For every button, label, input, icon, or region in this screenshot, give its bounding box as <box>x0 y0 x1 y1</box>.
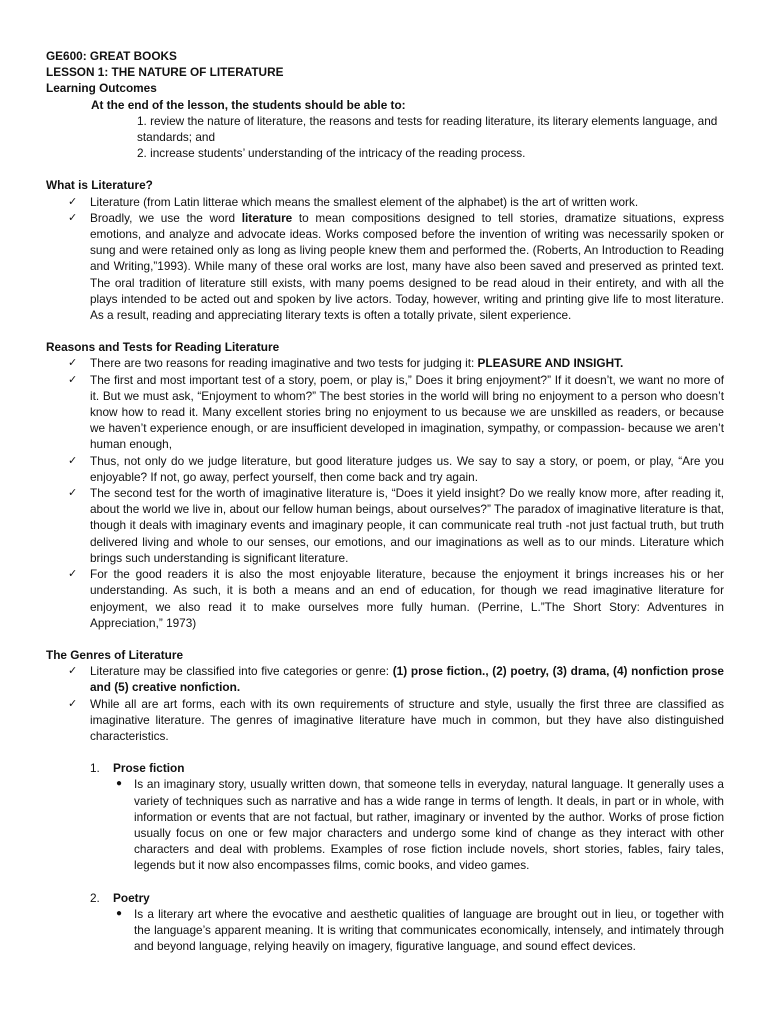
genres-list <box>46 663 724 744</box>
genre-heading-poetry: 2. Poetry <box>90 890 150 905</box>
outcomes-heading: Learning Outcomes <box>46 81 157 96</box>
genre-description: ● Is a literary art where the evocative and aesthetic qualities of language are brought out in lieu, or together with the language’s apparent meaning. It is writing that communicates economically, intensely, and intimately through and beyond language, relying heavily on imagery, figurative language, and sound effect devices. <box>116 906 724 954</box>
list-item: ✓ There are two reasons for reading imaginative and two tests for judging it: PLEASURE AND INSIGHT. <box>68 356 624 371</box>
course-title: GE600: GREAT BOOKS <box>46 49 177 63</box>
lesson-title: LESSON 1: THE NATURE OF LITERATURE <box>46 65 284 80</box>
list-item: ✓ The first and most important test of a story, poem, or play is,” Does it bring enjoyment?” If it doesn’t, we want no more of it. But we must ask, “Enjoyment to whom?” The best stories in the world will bring no enjoyment to a person who doesn’t know how to read it. Many excellent stories bring no enjoyment to us because we are unskilled as readers, or because we haven’t experience enough, or are insufficient developed in imagination, sympathy, or compassion- because we aren’t human enough, <box>68 372 724 452</box>
list-item: ✓ Literature (from Latin litterae which means the smallest element of the alphabet) is the art of written work. <box>68 194 639 209</box>
bullet-dot-icon: ● <box>116 907 123 919</box>
genre-heading-prose: 1. Prose fiction <box>90 761 185 776</box>
check-mark-icon: ✓ <box>68 372 78 386</box>
section-heading-what-is: What is Literature? <box>46 178 153 193</box>
check-mark-icon: ✓ <box>68 486 78 500</box>
outcome-item: 2. increase students’ understanding of the intricacy of the reading process. <box>137 146 526 161</box>
check-mark-icon: ✓ <box>68 210 78 224</box>
check-mark-icon: ✓ <box>68 664 78 678</box>
outcome-item: 1. review the nature of literature, the reasons and tests for reading literature, its literary elements language, and standards; and <box>137 113 718 145</box>
bullet-dot-icon: ● <box>116 778 123 790</box>
list-item: ✓ Literature may be classified into five categories or genre: (1) prose fiction., (2) poetry, (3) drama, (4) nonfiction prose and (5) creative nonfiction. <box>68 664 724 695</box>
list-item: ✓ Broadly, we use the word literature to mean compositions designed to tell stories, dramatize situations, express emotions, and analyze and advocate ideas. Works composed before the invention of writing was necessarily spoken or sung and were retained only as long as living people knew them and performed the. (Roberts, An Introduction to Reading and Writing,”1993). While many of these oral works are lost, many have also been saved and preserved as printed text. The oral tradition of literature still exists, with many poems designed to be read aloud in their entirety, and with all the plays intended to be acted out and spoken by live actors. Today, however, writing and printing give life to most literature. As a result, reading and appreciating literary texts is often a totally private, silent experience. <box>68 210 725 323</box>
check-mark-icon: ✓ <box>68 356 78 370</box>
check-mark-icon: ✓ <box>68 453 78 467</box>
what-is-list <box>46 194 724 324</box>
genre-description: ● Is an imaginary story, usually written down, that someone tells in everyday, natural language. It generally uses a variety of techniques such as narrative and has a wide range in terms of length. It deals, in part or in whole, with information or events that are not factual, but rather, imaginary or invented by the author. Works of prose fiction usually focus on one or few major characters and undergo some kind of change as they interact with other characters and deal with problems. Examples of rose fiction include novels, short stories, fables, fairy tales, legends but it now also encompasses films, comic books, and video games. <box>116 777 724 873</box>
reasons-list <box>46 355 724 630</box>
check-mark-icon: ✓ <box>68 567 78 581</box>
list-item: ✓ The second test for the worth of imaginative literature is, “Does it yield insight? Do we really know more, after reading it, about the world we live in, about our fellow human beings, about ourselves?” The paradox of imaginative literature is that, though it deals with imaginary events and imaginary people, it can communicate real truth -not just factual truth, but truth delivered living and whole to our senses, our emotions, and our imaginations as well as to our minds. Literature which brings such understanding is significant literature. <box>68 486 724 565</box>
check-mark-icon: ✓ <box>68 696 78 710</box>
check-mark-icon: ✓ <box>68 194 78 208</box>
section-heading-genres: The Genres of Literature <box>46 647 184 662</box>
outcomes-intro: At the end of the lesson, the students should be able to: <box>91 97 406 112</box>
list-item: ✓ Thus, not only do we judge literature, but good literature judges us. We say to say a story, or poem, or play, “Are you enjoyable? If not, go away, perfect yourself, then come back and try again. <box>68 453 724 484</box>
section-heading-reasons: Reasons and Tests for Reading Literature <box>46 340 280 355</box>
list-item: ✓ For the good readers it is also the most enjoyable literature, because the enjoyment it brings increases his or her understanding. As such, it is both a means and an end of education, for though we read imaginative literature for enjoyment, we also read it to make ourselves more fully human. (Perrine, L.”The Short Story: Adventures in Appreciation,” 1973) <box>68 567 724 630</box>
list-item: ✓ While all are art forms, each with its own requirements of structure and style, usually the first three are classified as imaginative literature. The genres of imaginative literature have much in common, but they have also distinguished characteristics. <box>68 696 724 743</box>
